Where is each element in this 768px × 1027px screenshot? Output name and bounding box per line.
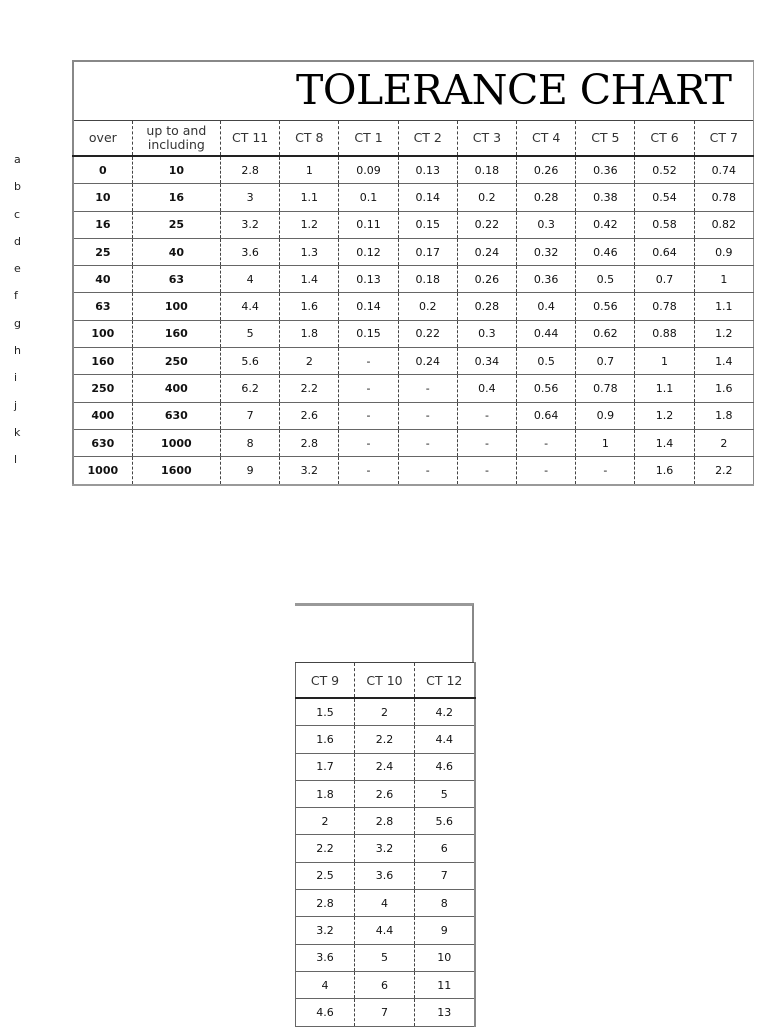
tolerance-cell: 4.6 <box>296 999 355 1026</box>
tolerance-cell: 2 <box>355 698 415 726</box>
tolerance-cell: 1.1 <box>280 184 339 211</box>
tolerance-cell: 0.78 <box>694 184 753 211</box>
tolerance-cell: 1.6 <box>296 726 355 753</box>
row-letter-column <box>14 153 26 481</box>
tolerance-cell: - <box>398 457 457 485</box>
range-over-cell: 16 <box>73 211 132 238</box>
range-over-cell: 100 <box>73 320 132 347</box>
tolerance-chart-continuation <box>295 603 474 1027</box>
tolerance-cell: 0.82 <box>694 211 753 238</box>
range-up-to-cell: 100 <box>132 293 220 320</box>
tolerance-cell: 0.44 <box>517 320 576 347</box>
column-header: over <box>73 121 132 157</box>
tolerance-cell: 1.6 <box>280 293 339 320</box>
tolerance-cell: 0.74 <box>694 156 753 184</box>
tolerance-cell: 0.7 <box>635 266 694 293</box>
tolerance-cell: 0.14 <box>398 184 457 211</box>
tolerance-cell: 4.2 <box>415 698 475 726</box>
tolerance-cell: 1.8 <box>296 780 355 807</box>
tolerance-cell: 4.4 <box>221 293 280 320</box>
tolerance-cell: 4.4 <box>415 726 475 753</box>
range-up-to-cell: 630 <box>132 402 220 429</box>
tolerance-cell: 0.12 <box>339 238 398 265</box>
tolerance-cell: 0.56 <box>517 375 576 402</box>
range-up-to-cell: 63 <box>132 266 220 293</box>
column-header: CT 9 <box>296 663 355 699</box>
table-row <box>73 375 754 402</box>
tolerance-cell: 1.4 <box>280 266 339 293</box>
tolerance-cell: 1 <box>280 156 339 184</box>
table-row <box>73 211 754 238</box>
range-over-cell: 630 <box>73 429 132 456</box>
tolerance-cell: 0.28 <box>457 293 516 320</box>
range-over-cell: 400 <box>73 402 132 429</box>
tolerance-cell: 1.3 <box>280 238 339 265</box>
tolerance-cell: 2 <box>694 429 753 456</box>
tolerance-cell: 5 <box>221 320 280 347</box>
tolerance-cell: 0.2 <box>398 293 457 320</box>
continuation-tolerance-table <box>295 662 476 1027</box>
tolerance-cell: 0.09 <box>339 156 398 184</box>
table-row <box>73 348 754 375</box>
tolerance-cell: 0.11 <box>339 211 398 238</box>
tolerance-cell: - <box>398 402 457 429</box>
range-over-cell: 0 <box>73 156 132 184</box>
tolerance-cell: 0.9 <box>694 238 753 265</box>
tolerance-cell: 3.2 <box>280 457 339 485</box>
table-row <box>73 429 754 456</box>
tolerance-cell: 0.46 <box>576 238 635 265</box>
tolerance-cell: 5 <box>355 944 415 971</box>
tolerance-cell: 7 <box>355 999 415 1026</box>
tolerance-cell: 0.5 <box>576 266 635 293</box>
tolerance-cell: - <box>398 429 457 456</box>
tolerance-cell: 0.26 <box>457 266 516 293</box>
tolerance-cell: 6.2 <box>221 375 280 402</box>
tolerance-cell: 1.4 <box>635 429 694 456</box>
tolerance-cell: 2.2 <box>296 835 355 862</box>
tolerance-cell: - <box>457 457 516 485</box>
tolerance-cell: 3.2 <box>355 835 415 862</box>
tolerance-cell: - <box>339 429 398 456</box>
tolerance-cell: 2.8 <box>355 808 415 835</box>
tolerance-cell: 2 <box>296 808 355 835</box>
tolerance-cell: 9 <box>221 457 280 485</box>
tolerance-cell: 1.1 <box>694 293 753 320</box>
tolerance-cell: 13 <box>415 999 475 1026</box>
tolerance-cell: 0.22 <box>457 211 516 238</box>
tolerance-cell: 0.1 <box>339 184 398 211</box>
column-header: up to and including <box>132 121 220 157</box>
tolerance-cell: 0.3 <box>517 211 576 238</box>
tolerance-cell: 0.3 <box>457 320 516 347</box>
tolerance-cell: 0.17 <box>398 238 457 265</box>
tolerance-cell: 0.78 <box>576 375 635 402</box>
tolerance-cell: 1 <box>576 429 635 456</box>
chart-title-cell <box>72 60 754 120</box>
tolerance-cell: 0.14 <box>339 293 398 320</box>
range-up-to-cell: 400 <box>132 375 220 402</box>
tolerance-cell: 3.6 <box>355 862 415 889</box>
tolerance-cell: 0.24 <box>457 238 516 265</box>
tolerance-cell: 0.2 <box>457 184 516 211</box>
tolerance-cell: 3.2 <box>296 917 355 944</box>
tolerance-cell: 9 <box>415 917 475 944</box>
table-row <box>73 266 754 293</box>
tolerance-cell: 0.56 <box>576 293 635 320</box>
range-over-cell: 25 <box>73 238 132 265</box>
column-header: CT 5 <box>576 121 635 157</box>
table-row <box>296 971 475 998</box>
tolerance-cell: 8 <box>415 890 475 917</box>
tolerance-cell: 0.64 <box>517 402 576 429</box>
tolerance-cell: - <box>398 375 457 402</box>
tolerance-cell: 2.8 <box>280 429 339 456</box>
row-letter: e <box>14 262 21 276</box>
tolerance-cell: 4.6 <box>415 753 475 780</box>
tolerance-cell: 4.4 <box>355 917 415 944</box>
range-over-cell: 63 <box>73 293 132 320</box>
table-row <box>296 862 475 889</box>
tolerance-cell: - <box>517 429 576 456</box>
range-over-cell: 1000 <box>73 457 132 485</box>
tolerance-cell: - <box>339 402 398 429</box>
row-letter: l <box>14 453 18 467</box>
tolerance-cell: 0.36 <box>517 266 576 293</box>
tolerance-cell: 0.32 <box>517 238 576 265</box>
table-row <box>73 320 754 347</box>
range-over-cell: 40 <box>73 266 132 293</box>
tolerance-cell: 0.36 <box>576 156 635 184</box>
column-header: CT 7 <box>694 121 753 157</box>
tolerance-cell: 0.88 <box>635 320 694 347</box>
continuation-title-cell <box>295 603 474 662</box>
row-letter: j <box>14 398 18 412</box>
tolerance-cell: 0.62 <box>576 320 635 347</box>
row-letter: g <box>14 316 21 330</box>
table-row <box>73 238 754 265</box>
tolerance-cell: 8 <box>221 429 280 456</box>
tolerance-cell: - <box>339 348 398 375</box>
tolerance-cell: 2.2 <box>355 726 415 753</box>
tolerance-cell: 2 <box>280 348 339 375</box>
tolerance-cell: 2.2 <box>694 457 753 485</box>
main-tolerance-table <box>72 120 754 486</box>
table-row <box>73 184 754 211</box>
tolerance-cell: 1.5 <box>296 698 355 726</box>
table-row <box>73 402 754 429</box>
tolerance-cell: 0.15 <box>339 320 398 347</box>
column-header: CT 12 <box>415 663 475 699</box>
table-row <box>296 780 475 807</box>
column-header: CT 8 <box>280 121 339 157</box>
tolerance-chart-main <box>72 60 754 486</box>
range-over-cell: 250 <box>73 375 132 402</box>
table-row <box>73 156 754 184</box>
tolerance-cell: 0.18 <box>457 156 516 184</box>
tolerance-cell: 1.2 <box>694 320 753 347</box>
tolerance-cell: - <box>339 375 398 402</box>
row-letter: h <box>14 344 21 358</box>
row-letter: k <box>14 425 21 439</box>
tolerance-cell: 2.4 <box>355 753 415 780</box>
tolerance-cell: - <box>457 402 516 429</box>
table-row <box>296 808 475 835</box>
range-over-cell: 10 <box>73 184 132 211</box>
tolerance-cell: 10 <box>415 944 475 971</box>
tolerance-cell: 2.2 <box>280 375 339 402</box>
tolerance-cell: 0.4 <box>457 375 516 402</box>
tolerance-cell: 3.2 <box>221 211 280 238</box>
tolerance-cell: 0.13 <box>398 156 457 184</box>
row-letter: a <box>14 153 21 166</box>
tolerance-cell: 5 <box>415 780 475 807</box>
range-up-to-cell: 1600 <box>132 457 220 485</box>
tolerance-cell: 3.6 <box>221 238 280 265</box>
continuation-header-row <box>296 663 475 699</box>
tolerance-cell: 0.15 <box>398 211 457 238</box>
tolerance-cell: 2.6 <box>280 402 339 429</box>
range-over-cell: 160 <box>73 348 132 375</box>
table-row <box>296 944 475 971</box>
column-header: CT 4 <box>517 121 576 157</box>
tolerance-cell: 0.42 <box>576 211 635 238</box>
tolerance-cell: 0.13 <box>339 266 398 293</box>
tolerance-cell: 0.5 <box>517 348 576 375</box>
tolerance-cell: 6 <box>415 835 475 862</box>
range-up-to-cell: 160 <box>132 320 220 347</box>
tolerance-cell: 0.4 <box>517 293 576 320</box>
tolerance-cell: 0.7 <box>576 348 635 375</box>
tolerance-cell: 1.2 <box>280 211 339 238</box>
chart-title: TOLERANCE CHART <box>296 66 732 114</box>
tolerance-cell: 0.78 <box>635 293 694 320</box>
main-header-row <box>73 121 754 157</box>
range-up-to-cell: 16 <box>132 184 220 211</box>
tolerance-cell: 1.4 <box>694 348 753 375</box>
tolerance-cell: 0.24 <box>398 348 457 375</box>
row-letter: i <box>14 371 18 385</box>
tolerance-cell: 3 <box>221 184 280 211</box>
tolerance-cell: 5.6 <box>221 348 280 375</box>
column-header: CT 6 <box>635 121 694 157</box>
range-up-to-cell: 250 <box>132 348 220 375</box>
tolerance-cell: 0.28 <box>517 184 576 211</box>
tolerance-cell: 0.54 <box>635 184 694 211</box>
tolerance-cell: 0.22 <box>398 320 457 347</box>
tolerance-cell: - <box>339 457 398 485</box>
tolerance-cell: 2.6 <box>355 780 415 807</box>
table-row <box>296 917 475 944</box>
tolerance-cell: 1.2 <box>635 402 694 429</box>
tolerance-cell: 0.34 <box>457 348 516 375</box>
tolerance-cell: 1.1 <box>635 375 694 402</box>
row-letter: b <box>14 180 21 194</box>
column-header: CT 2 <box>398 121 457 157</box>
column-header: CT 1 <box>339 121 398 157</box>
tolerance-cell: 1.8 <box>694 402 753 429</box>
table-row <box>296 890 475 917</box>
tolerance-cell: 2.8 <box>221 156 280 184</box>
tolerance-cell: 4 <box>221 266 280 293</box>
tolerance-cell: 7 <box>415 862 475 889</box>
tolerance-cell: 1.6 <box>635 457 694 485</box>
tolerance-cell: 11 <box>415 971 475 998</box>
tolerance-cell: - <box>457 429 516 456</box>
column-header: CT 11 <box>221 121 280 157</box>
column-header: CT 3 <box>457 121 516 157</box>
table-row <box>73 457 754 485</box>
row-letter: f <box>14 289 18 303</box>
tolerance-cell: 2.8 <box>296 890 355 917</box>
tolerance-cell: 1 <box>635 348 694 375</box>
tolerance-cell: 0.52 <box>635 156 694 184</box>
row-letter: d <box>14 234 21 248</box>
tolerance-cell: 0.58 <box>635 211 694 238</box>
table-row <box>296 726 475 753</box>
tolerance-cell: 5.6 <box>415 808 475 835</box>
range-up-to-cell: 10 <box>132 156 220 184</box>
table-row <box>296 753 475 780</box>
tolerance-cell: - <box>517 457 576 485</box>
tolerance-cell: 2.5 <box>296 862 355 889</box>
tolerance-cell: 0.64 <box>635 238 694 265</box>
range-up-to-cell: 40 <box>132 238 220 265</box>
tolerance-cell: 0.26 <box>517 156 576 184</box>
tolerance-cell: 0.38 <box>576 184 635 211</box>
tolerance-cell: 0.18 <box>398 266 457 293</box>
table-row <box>296 698 475 726</box>
range-up-to-cell: 25 <box>132 211 220 238</box>
range-up-to-cell: 1000 <box>132 429 220 456</box>
tolerance-cell: 4 <box>296 971 355 998</box>
column-header: CT 10 <box>355 663 415 699</box>
tolerance-cell: 0.9 <box>576 402 635 429</box>
tolerance-cell: 1 <box>694 266 753 293</box>
tolerance-cell: 1.7 <box>296 753 355 780</box>
tolerance-cell: 1.8 <box>280 320 339 347</box>
tolerance-cell: 1.6 <box>694 375 753 402</box>
tolerance-cell: 6 <box>355 971 415 998</box>
table-row <box>296 835 475 862</box>
table-row <box>73 293 754 320</box>
tolerance-cell: 4 <box>355 890 415 917</box>
tolerance-cell: - <box>576 457 635 485</box>
tolerance-cell: 7 <box>221 402 280 429</box>
tolerance-cell: 3.6 <box>296 944 355 971</box>
table-row <box>296 999 475 1026</box>
row-letter: c <box>14 207 21 221</box>
